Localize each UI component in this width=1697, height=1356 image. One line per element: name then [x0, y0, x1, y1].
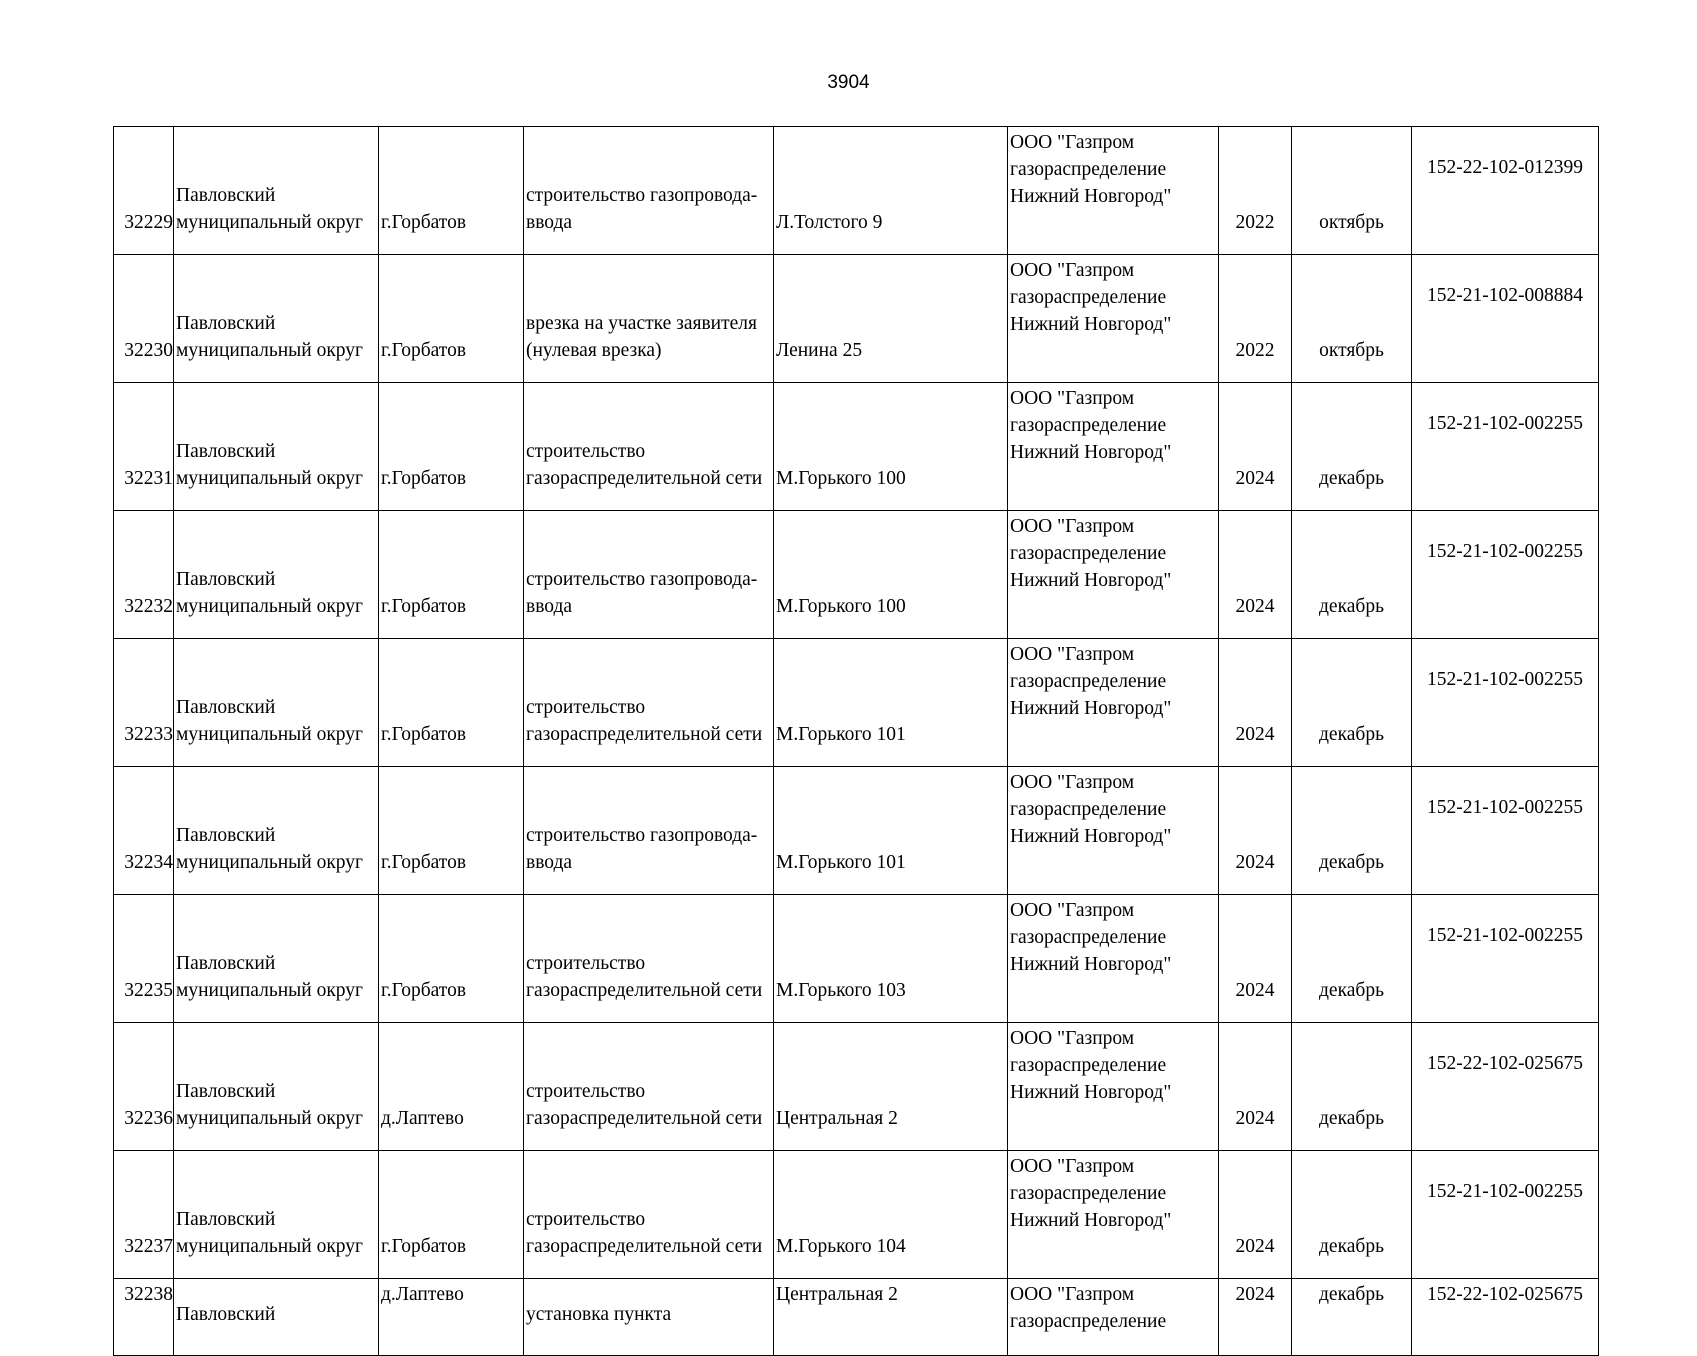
row-id-line: 32235	[124, 980, 173, 1001]
settlement-cell	[379, 895, 524, 1023]
organization-cell-line: Нижний Новгород"	[1010, 1210, 1172, 1231]
month-cell	[1292, 767, 1412, 895]
month-cell	[1292, 1151, 1412, 1279]
work-type-cell-line: строительство газопровода-	[526, 569, 758, 590]
organization-cell-line: Нижний Новгород"	[1010, 570, 1172, 591]
settlement-cell-line: г.Горбатов	[381, 852, 467, 873]
district-cell	[174, 895, 379, 1023]
organization-cell-line: газораспределение	[1010, 543, 1167, 564]
organization-cell-line: Нижний Новгород"	[1010, 442, 1172, 463]
year-cell-line: 2022	[1235, 212, 1275, 233]
application-code-cell-line: 152-21-102-002255	[1427, 413, 1583, 434]
year-cell-line: 2024	[1235, 468, 1275, 489]
settlement-cell	[379, 639, 524, 767]
work-type-cell-line: строительство	[526, 953, 646, 974]
district-cell-line: муниципальный округ	[176, 212, 364, 233]
settlement-cell-line: г.Горбатов	[381, 340, 467, 361]
organization-cell-line: газораспределение	[1010, 287, 1167, 308]
row-id-line: 32230	[124, 340, 173, 361]
settlement-cell-line: г.Горбатов	[381, 724, 467, 745]
year-cell-line: 2024	[1235, 980, 1275, 1001]
row-id	[114, 255, 174, 383]
work-type-cell	[524, 511, 774, 639]
organization-cell-line: газораспределение	[1010, 671, 1167, 692]
year-cell	[1219, 255, 1292, 383]
month-cell	[1292, 255, 1412, 383]
address-cell-line: М.Горького 100	[776, 596, 906, 617]
address-cell-line: Центральная 2	[776, 1284, 898, 1305]
year-cell	[1219, 383, 1292, 511]
district-cell-line: Павловский	[176, 569, 276, 590]
district-cell	[174, 511, 379, 639]
district-cell	[174, 255, 379, 383]
settlement-cell-line: г.Горбатов	[381, 1236, 467, 1257]
application-code-cell-line: 152-21-102-002255	[1427, 541, 1583, 562]
work-type-cell-line: строительство	[526, 441, 646, 462]
settlement-cell-line: г.Горбатов	[381, 596, 467, 617]
gasification-registry-table	[113, 126, 1599, 1356]
application-code-cell	[1412, 255, 1599, 383]
application-code-cell-line: 152-21-102-002255	[1427, 1181, 1583, 1202]
year-cell	[1219, 511, 1292, 639]
organization-cell-line: газораспределение	[1010, 799, 1167, 820]
work-type-cell-line: строительство газопровода-	[526, 825, 758, 846]
month-cell	[1292, 1023, 1412, 1151]
table-row	[114, 383, 1599, 511]
district-cell	[174, 767, 379, 895]
organization-cell-line: газораспределение	[1010, 1055, 1167, 1076]
district-cell-line: Павловский	[176, 697, 276, 718]
address-cell-line: М.Горького 104	[776, 1236, 906, 1257]
organization-cell	[1008, 895, 1219, 1023]
year-cell	[1219, 895, 1292, 1023]
year-cell	[1219, 639, 1292, 767]
organization-cell	[1008, 1279, 1219, 1356]
work-type-cell-line: газораспределительной сети	[526, 724, 763, 745]
application-code-cell-line: 152-21-102-002255	[1427, 925, 1583, 946]
settlement-cell-line: д.Лаптево	[381, 1108, 464, 1129]
application-code-cell	[1412, 1023, 1599, 1151]
year-cell	[1219, 1023, 1292, 1151]
table-row	[114, 767, 1599, 895]
table-row	[114, 1023, 1599, 1151]
month-cell	[1292, 639, 1412, 767]
address-cell-line: Л.Толстого 9	[776, 212, 883, 233]
row-id-line: 32237	[124, 1236, 173, 1257]
row-id	[114, 895, 174, 1023]
year-cell-line: 2024	[1235, 1108, 1275, 1129]
organization-cell	[1008, 127, 1219, 255]
work-type-cell-line: строительство	[526, 1209, 646, 1230]
organization-cell-line: газораспределение	[1010, 415, 1167, 436]
organization-cell-line: Нижний Новгород"	[1010, 826, 1172, 847]
settlement-cell-line: г.Горбатов	[381, 468, 467, 489]
address-cell-line: М.Горького 103	[776, 980, 906, 1001]
table-row	[114, 511, 1599, 639]
address-cell-line: Ленина 25	[776, 340, 863, 361]
district-cell	[174, 1279, 379, 1356]
year-cell-line: 2024	[1235, 852, 1275, 873]
table-row	[114, 255, 1599, 383]
district-cell-line: Павловский	[176, 185, 276, 206]
month-cell-line: октябрь	[1319, 340, 1384, 361]
month-cell-line: декабрь	[1319, 724, 1384, 745]
row-id-line: 32229	[124, 212, 173, 233]
table-row	[114, 1151, 1599, 1279]
work-type-cell	[524, 639, 774, 767]
organization-cell	[1008, 511, 1219, 639]
work-type-cell-line: установка пункта	[526, 1304, 672, 1325]
organization-cell-line: газораспределение	[1010, 1311, 1167, 1332]
work-type-cell-line: врезка на участке заявителя	[526, 313, 757, 334]
month-cell	[1292, 511, 1412, 639]
work-type-cell-line: газораспределительной сети	[526, 1108, 763, 1129]
organization-cell-line: газораспределение	[1010, 159, 1167, 180]
application-code-cell-line: 152-22-102-012399	[1427, 157, 1583, 178]
district-cell	[174, 127, 379, 255]
address-cell	[774, 1151, 1008, 1279]
district-cell-line: Павловский	[176, 441, 276, 462]
address-cell-line: М.Горького 101	[776, 852, 906, 873]
work-type-cell-line: ввода	[526, 212, 573, 233]
work-type-cell	[524, 255, 774, 383]
organization-cell-line: газораспределение	[1010, 1183, 1167, 1204]
district-cell-line: Павловский	[176, 313, 276, 334]
district-cell-line: муниципальный округ	[176, 724, 364, 745]
row-id	[114, 1023, 174, 1151]
month-cell-line: декабрь	[1319, 1284, 1384, 1305]
organization-cell-line: ООО "Газпром	[1010, 388, 1135, 409]
organization-cell-line: ООО "Газпром	[1010, 1156, 1135, 1177]
organization-cell-line: ООО "Газпром	[1010, 772, 1135, 793]
settlement-cell	[379, 1023, 524, 1151]
district-cell-line: Павловский	[176, 1209, 276, 1230]
settlement-cell-line: г.Горбатов	[381, 980, 467, 1001]
table-row	[114, 639, 1599, 767]
month-cell	[1292, 895, 1412, 1023]
settlement-cell	[379, 511, 524, 639]
organization-cell-line: Нижний Новгород"	[1010, 698, 1172, 719]
month-cell	[1292, 1279, 1412, 1356]
work-type-cell-line: ввода	[526, 596, 573, 617]
row-id	[114, 639, 174, 767]
year-cell	[1219, 767, 1292, 895]
address-cell	[774, 639, 1008, 767]
organization-cell-line: ООО "Газпром	[1010, 516, 1135, 537]
application-code-cell-line: 152-21-102-002255	[1427, 669, 1583, 690]
settlement-cell	[379, 255, 524, 383]
work-type-cell-line: строительство	[526, 1081, 646, 1102]
district-cell	[174, 639, 379, 767]
year-cell-line: 2024	[1235, 596, 1275, 617]
settlement-cell	[379, 767, 524, 895]
address-cell-line: М.Горького 100	[776, 468, 906, 489]
address-cell-line: Центральная 2	[776, 1108, 898, 1129]
organization-cell-line: ООО "Газпром	[1010, 132, 1135, 153]
work-type-cell	[524, 1151, 774, 1279]
address-cell-line: М.Горького 101	[776, 724, 906, 745]
organization-cell	[1008, 767, 1219, 895]
application-code-cell-line: 152-21-102-008884	[1427, 285, 1583, 306]
district-cell-line: муниципальный округ	[176, 596, 364, 617]
row-id-line: 32232	[124, 596, 173, 617]
year-cell-line: 2024	[1235, 1236, 1275, 1257]
organization-cell-line: Нижний Новгород"	[1010, 954, 1172, 975]
work-type-cell-line: газораспределительной сети	[526, 1236, 763, 1257]
work-type-cell-line: строительство газопровода-	[526, 185, 758, 206]
address-cell	[774, 511, 1008, 639]
work-type-cell	[524, 767, 774, 895]
settlement-cell	[379, 1279, 524, 1356]
work-type-cell	[524, 895, 774, 1023]
organization-cell	[1008, 255, 1219, 383]
district-cell-line: Павловский	[176, 953, 276, 974]
month-cell-line: декабрь	[1319, 1108, 1384, 1129]
organization-cell-line: Нижний Новгород"	[1010, 186, 1172, 207]
district-cell	[174, 383, 379, 511]
application-code-cell	[1412, 511, 1599, 639]
work-type-cell-line: (нулевая врезка)	[526, 340, 662, 361]
application-code-cell	[1412, 127, 1599, 255]
month-cell-line: октябрь	[1319, 212, 1384, 233]
year-cell-line: 2024	[1235, 1284, 1275, 1305]
settlement-cell	[379, 1151, 524, 1279]
settlement-cell	[379, 383, 524, 511]
row-id	[114, 1151, 174, 1279]
application-code-cell-line: 152-21-102-002255	[1427, 797, 1583, 818]
organization-cell	[1008, 639, 1219, 767]
year-cell-line: 2022	[1235, 340, 1275, 361]
organization-cell-line: ООО "Газпром	[1010, 260, 1135, 281]
application-code-cell	[1412, 895, 1599, 1023]
application-code-cell-line: 152-22-102-025675	[1427, 1053, 1583, 1074]
application-code-cell	[1412, 1279, 1599, 1356]
year-cell	[1219, 1151, 1292, 1279]
work-type-cell-line: ввода	[526, 852, 573, 873]
month-cell-line: декабрь	[1319, 852, 1384, 873]
year-cell-line: 2024	[1235, 724, 1275, 745]
address-cell	[774, 255, 1008, 383]
settlement-cell-line: д.Лаптево	[381, 1284, 464, 1305]
address-cell	[774, 1279, 1008, 1356]
district-cell-line: Павловский	[176, 1304, 276, 1325]
month-cell-line: декабрь	[1319, 1236, 1384, 1257]
district-cell-line: муниципальный округ	[176, 1236, 364, 1257]
district-cell	[174, 1151, 379, 1279]
application-code-cell-line: 152-22-102-025675	[1427, 1284, 1583, 1305]
organization-cell-line: ООО "Газпром	[1010, 900, 1135, 921]
organization-cell-line: ООО "Газпром	[1010, 1028, 1135, 1049]
organization-cell-line: Нижний Новгород"	[1010, 314, 1172, 335]
district-cell-line: Павловский	[176, 1081, 276, 1102]
organization-cell	[1008, 383, 1219, 511]
organization-cell	[1008, 1151, 1219, 1279]
application-code-cell	[1412, 767, 1599, 895]
work-type-cell	[524, 1279, 774, 1356]
row-id-line: 32238	[124, 1284, 173, 1305]
work-type-cell-line: газораспределительной сети	[526, 468, 763, 489]
address-cell	[774, 895, 1008, 1023]
row-id-line: 32231	[124, 468, 173, 489]
address-cell	[774, 767, 1008, 895]
page-number: 3904	[827, 72, 870, 93]
table-row	[114, 1279, 1599, 1356]
month-cell-line: декабрь	[1319, 980, 1384, 1001]
row-id	[114, 1279, 174, 1356]
year-cell	[1219, 127, 1292, 255]
table-row	[114, 127, 1599, 255]
district-cell	[174, 1023, 379, 1151]
settlement-cell-line: г.Горбатов	[381, 212, 467, 233]
work-type-cell-line: строительство	[526, 697, 646, 718]
row-id-line: 32234	[124, 852, 173, 873]
application-code-cell	[1412, 1151, 1599, 1279]
month-cell	[1292, 383, 1412, 511]
organization-cell	[1008, 1023, 1219, 1151]
month-cell	[1292, 127, 1412, 255]
work-type-cell	[524, 383, 774, 511]
row-id	[114, 767, 174, 895]
row-id	[114, 127, 174, 255]
district-cell-line: Павловский	[176, 825, 276, 846]
district-cell-line: муниципальный округ	[176, 980, 364, 1001]
work-type-cell-line: газораспределительной сети	[526, 980, 763, 1001]
row-id	[114, 383, 174, 511]
application-code-cell	[1412, 383, 1599, 511]
district-cell-line: муниципальный округ	[176, 340, 364, 361]
address-cell	[774, 127, 1008, 255]
organization-cell-line: Нижний Новгород"	[1010, 1082, 1172, 1103]
organization-cell-line: ООО "Газпром	[1010, 644, 1135, 665]
work-type-cell	[524, 127, 774, 255]
application-code-cell	[1412, 639, 1599, 767]
row-id-line: 32236	[124, 1108, 173, 1129]
month-cell-line: декабрь	[1319, 596, 1384, 617]
address-cell	[774, 383, 1008, 511]
year-cell	[1219, 1279, 1292, 1356]
district-cell-line: муниципальный округ	[176, 468, 364, 489]
settlement-cell	[379, 127, 524, 255]
row-id-line: 32233	[124, 724, 173, 745]
table-row	[114, 895, 1599, 1023]
district-cell-line: муниципальный округ	[176, 852, 364, 873]
address-cell	[774, 1023, 1008, 1151]
district-cell-line: муниципальный округ	[176, 1108, 364, 1129]
work-type-cell	[524, 1023, 774, 1151]
row-id	[114, 511, 174, 639]
organization-cell-line: ООО "Газпром	[1010, 1284, 1135, 1305]
month-cell-line: декабрь	[1319, 468, 1384, 489]
organization-cell-line: газораспределение	[1010, 927, 1167, 948]
